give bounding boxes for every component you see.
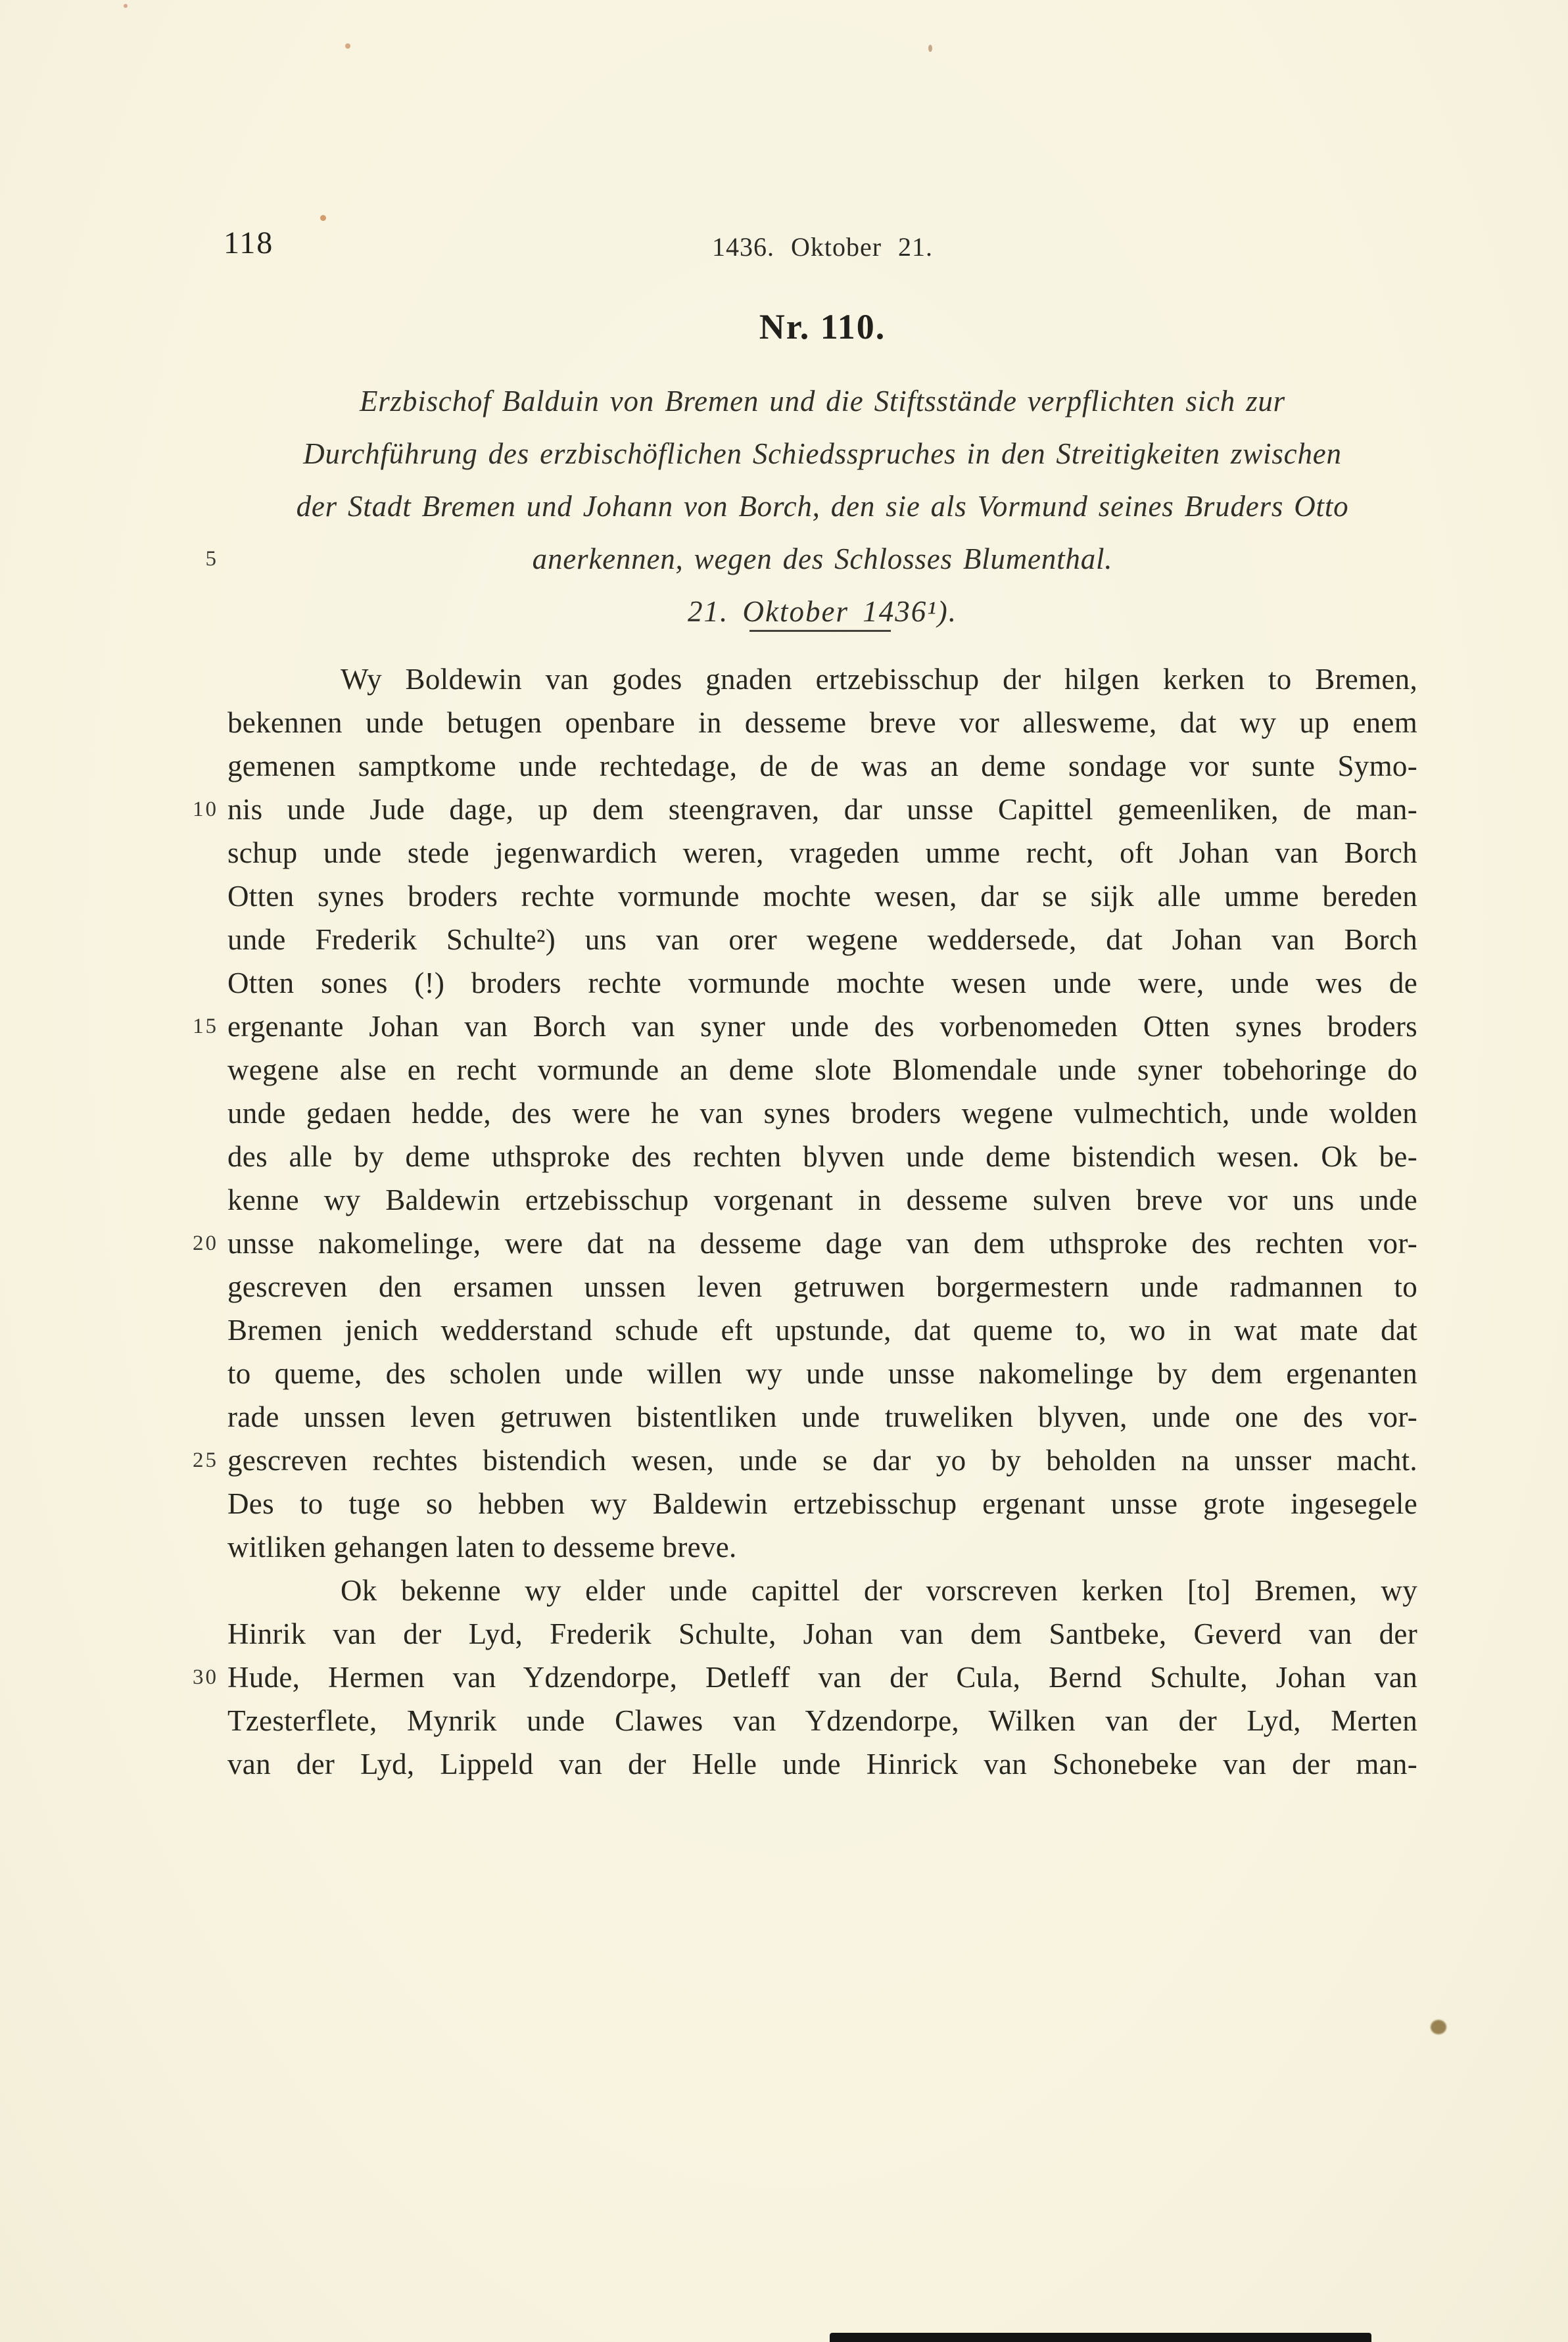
body-line: wegene alse en recht vormunde an deme slote Blomendale unde syner tobehoringe do: [227, 1053, 1417, 1086]
paper-stain: [1431, 2020, 1446, 2034]
body-line: rade unssen leven getruwen bistentliken unde truweliken blyven, unde one des vor-: [227, 1400, 1417, 1433]
body-line: Hude, Hermen van Ydzendorpe, Detleff van der Cula, Bernd Schulte, Johan van: [227, 1661, 1417, 1694]
body-line: Otten sones (!) broders rechte vormunde mochte wesen unde were, unde wes de: [227, 967, 1417, 999]
paper-speck: [345, 43, 350, 49]
charter-date-line: 21. Oktober 1436¹).: [688, 595, 957, 628]
charter-body-text: [227, 657, 1417, 1786]
paper-speck: [320, 215, 326, 221]
body-line: gescreven den ersamen unssen leven getruwen borgermestern unde radmannen to: [227, 1270, 1417, 1303]
body-line: van der Lyd, Lippeld van der Helle unde Hinrick van Schonebeke van der man-: [227, 1748, 1417, 1780]
body-line: Wy Boldewin van godes gnaden ertzebisschup der hilgen kerken to Bremen,: [341, 663, 1417, 696]
summary-line: anerkennen, wegen des Schlosses Blumenthal.: [532, 542, 1113, 575]
body-line: unsse nakomelinge, were dat na desseme dage van dem uthsproke des rechten vor-: [227, 1227, 1417, 1260]
body-line: witliken gehangen laten to desseme breve.: [227, 1531, 737, 1564]
margin-line-number-30: 30: [193, 1665, 218, 1689]
running-head-date: 1436. Oktober 21.: [711, 232, 934, 262]
page-number: 118: [224, 226, 274, 260]
body-line: to queme, des scholen unde willen wy unde unsse nakomelinge by dem ergenanten: [227, 1357, 1417, 1390]
body-line: Des to tuge so hebben wy Baldewin ertzebisschup ergenant unsse grote ingesegele: [227, 1487, 1417, 1520]
margin-line-number-20: 20: [193, 1231, 218, 1255]
charter-number-heading: Nr. 110.: [759, 307, 886, 347]
body-line: Hinrik van der Lyd, Frederik Schulte, Johan van dem Santbeke, Geverd van der: [227, 1617, 1417, 1650]
summary-line: der Stadt Bremen und Johann von Borch, den sie als Vormund seines Bruders Otto: [296, 490, 1349, 523]
regest-summary: [197, 375, 1448, 585]
body-line: Otten synes broders rechte vormunde mochte wesen, dar se sijk alle umme bereden: [227, 880, 1417, 913]
body-line: unde gedaen hedde, des were he van synes broders wegene vulmechtich, unde wolden: [227, 1097, 1417, 1130]
body-line: Bremen jenich wedderstand schude eft upstunde, dat queme to, wo in wat mate dat: [227, 1314, 1417, 1347]
margin-line-number-15: 15: [193, 1015, 218, 1038]
paper-speck: [124, 4, 128, 8]
body-line: unde Frederik Schulte²) uns van orer wegene weddersede, dat Johan van Borch: [227, 923, 1417, 956]
body-line: ergenante Johan van Borch van syner unde des vorbenomeden Otten synes broders: [227, 1010, 1417, 1043]
body-line: kenne wy Baldewin ertzebisschup vorgenant in desseme sulven breve vor uns unde: [227, 1183, 1417, 1216]
scan-edge-artifact: [830, 2333, 1371, 2342]
paper-speck: [928, 45, 932, 52]
body-line: des alle by deme uthsproke des rechten blyven unde deme bistendich wesen. Ok be-: [227, 1140, 1417, 1173]
body-line: gescreven rechtes bistendich wesen, unde se dar yo by beholden na unsser macht.: [227, 1444, 1417, 1477]
summary-line: Durchführung des erzbischöflichen Schiedsspruches in den Streitigkeiten zwischen: [303, 437, 1342, 470]
margin-line-number-25: 25: [193, 1448, 218, 1472]
section-divider-rule: [749, 630, 891, 632]
margin-line-number-5: 5: [205, 547, 218, 571]
body-line: bekennen unde betugen openbare in desseme breve vor allesweme, dat wy up enem: [227, 706, 1417, 739]
body-line: schup unde stede jegenwardich weren, vrageden umme recht, oft Johan van Borch: [227, 836, 1417, 869]
body-line: Ok bekenne wy elder unde capittel der vorscreven kerken [to] Bremen, wy: [341, 1574, 1417, 1607]
body-line: nis unde Jude dage, up dem steengraven, dar unsse Capittel gemeenliken, de man-: [227, 793, 1417, 826]
body-line: Tzesterflete, Mynrik unde Clawes van Ydzendorpe, Wilken van der Lyd, Merten: [227, 1704, 1417, 1737]
margin-line-number-10: 10: [193, 798, 218, 821]
body-line: gemenen samptkome unde rechtedage, de de was an deme sondage vor sunte Symo-: [227, 750, 1417, 782]
summary-line: Erzbischof Balduin von Bremen und die Stiftsstände verpflichten sich zur: [359, 385, 1285, 418]
